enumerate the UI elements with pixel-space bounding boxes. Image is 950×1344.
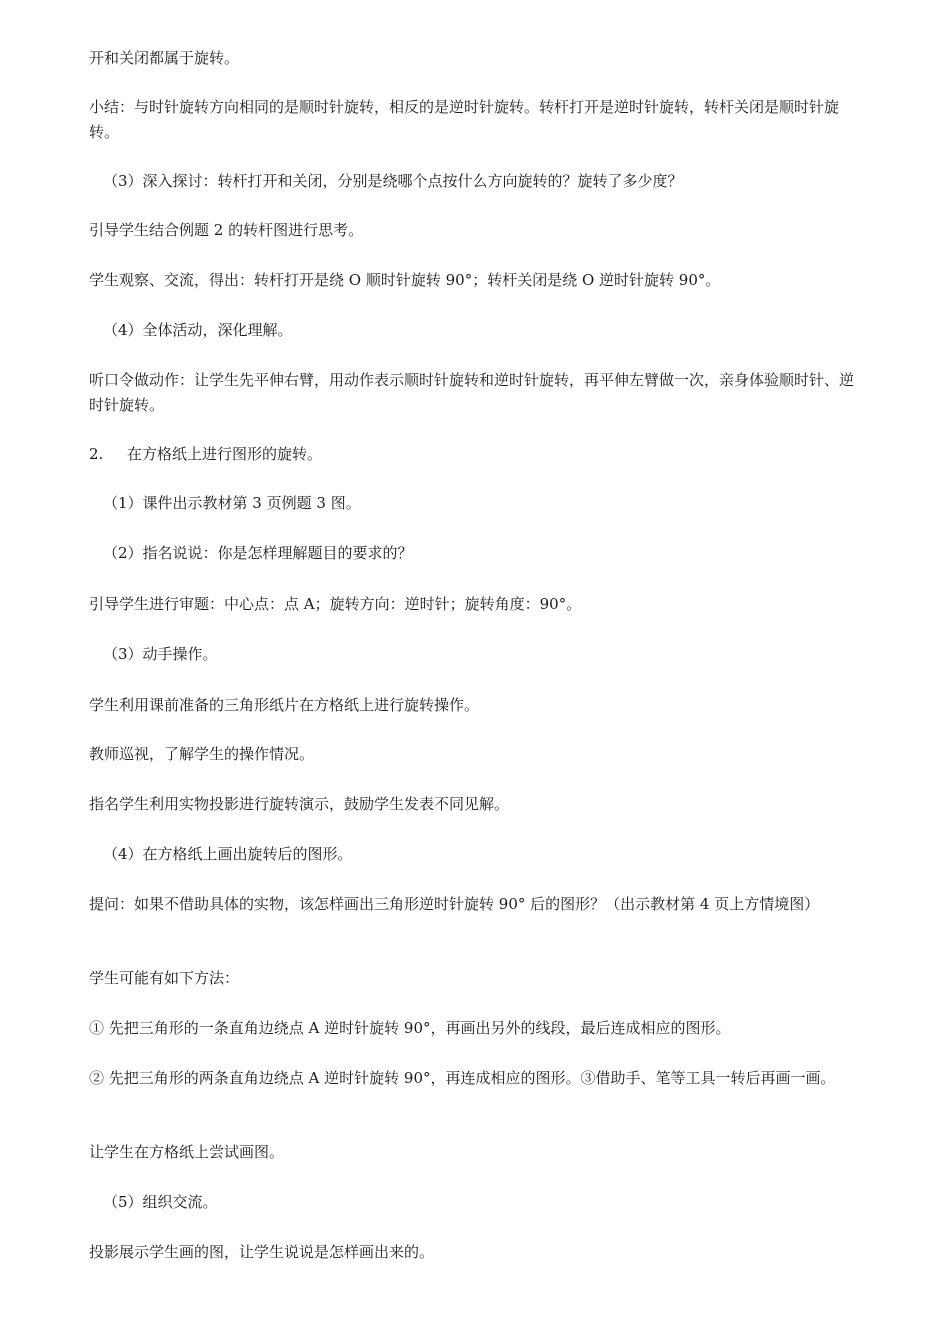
numbered-heading — [89, 442, 864, 467]
paragraph: （4）在方格纸上画出旋转后的图形。 — [103, 845, 353, 863]
paragraph: （3）深入探讨：转杆打开和关闭，分别是绕哪个点按什么方向旋转的？旋转了多少度？ — [103, 172, 683, 190]
paragraph: （3）动手操作。 — [103, 645, 218, 663]
paragraph: 让学生在方格纸上尝试画图。 — [89, 1143, 285, 1161]
paragraph: （2）指名说说：你是怎样理解题目的要求的？ — [103, 544, 413, 562]
paragraph: 提问：如果不借助具体的实物，该怎样画出三角形逆时针旋转 90° 后的图形？（出示教材第 4 页上方情境图） — [89, 895, 820, 913]
paragraph: 投影展示学生画的图，让学生说说是怎样画出来的。 — [89, 1243, 435, 1261]
paragraph: （5）组织交流。 — [103, 1193, 218, 1211]
paragraph: 教师巡视，了解学生的操作情况。 — [89, 745, 315, 763]
paragraph: 听口令做动作：让学生先平伸右臂，用动作表示顺时针旋转和逆时针旋转，再平伸左臂做一次，亲身体验顺时针、逆时针旋转。 — [89, 371, 855, 414]
paragraph: 指名学生利用实物投影进行旋转演示，鼓励学生发表不同见解。 — [89, 795, 510, 813]
paragraph: ② 先把三角形的两条直角边绕点 A 逆时针旋转 90°，再连成相应的图形。③借助手、笔等工具一转后再画一画。 — [89, 1069, 836, 1087]
paragraph-summary: 小结：与时针旋转方向相同的是顺时针旋转，相反的是逆时针旋转。转杆打开是逆时针旋转，转杆关闭是顺时针旋转。 — [89, 98, 840, 141]
paragraph: 开和关闭都属于旋转。 — [89, 49, 240, 67]
paragraph: （1）课件出示教材第 3 页例题 3 图。 — [103, 494, 361, 512]
paragraph: ① 先把三角形的一条直角边绕点 A 逆时针旋转 90°，再画出另外的线段，最后连成相应的图形。 — [89, 1019, 731, 1037]
paragraph: 学生利用课前准备的三角形纸片在方格纸上进行旋转操作。 — [89, 696, 480, 714]
paragraph: 引导学生进行审题：中心点：点 A；旋转方向：逆时针；旋转角度：90°。 — [89, 595, 582, 613]
heading-text: 在方格纸上进行图形的旋转。 — [127, 445, 323, 463]
paragraph: 学生可能有如下方法： — [89, 969, 240, 987]
paragraph: （4）全体活动，深化理解。 — [103, 321, 293, 339]
paragraph: 学生观察、交流，得出：转杆打开是绕 O 顺时针旋转 90°；转杆关闭是绕 O 逆时针旋转 90°。 — [89, 271, 721, 289]
list-number: 2. — [89, 445, 104, 463]
paragraph: 引导学生结合例题 2 的转杆图进行思考。 — [89, 221, 364, 239]
